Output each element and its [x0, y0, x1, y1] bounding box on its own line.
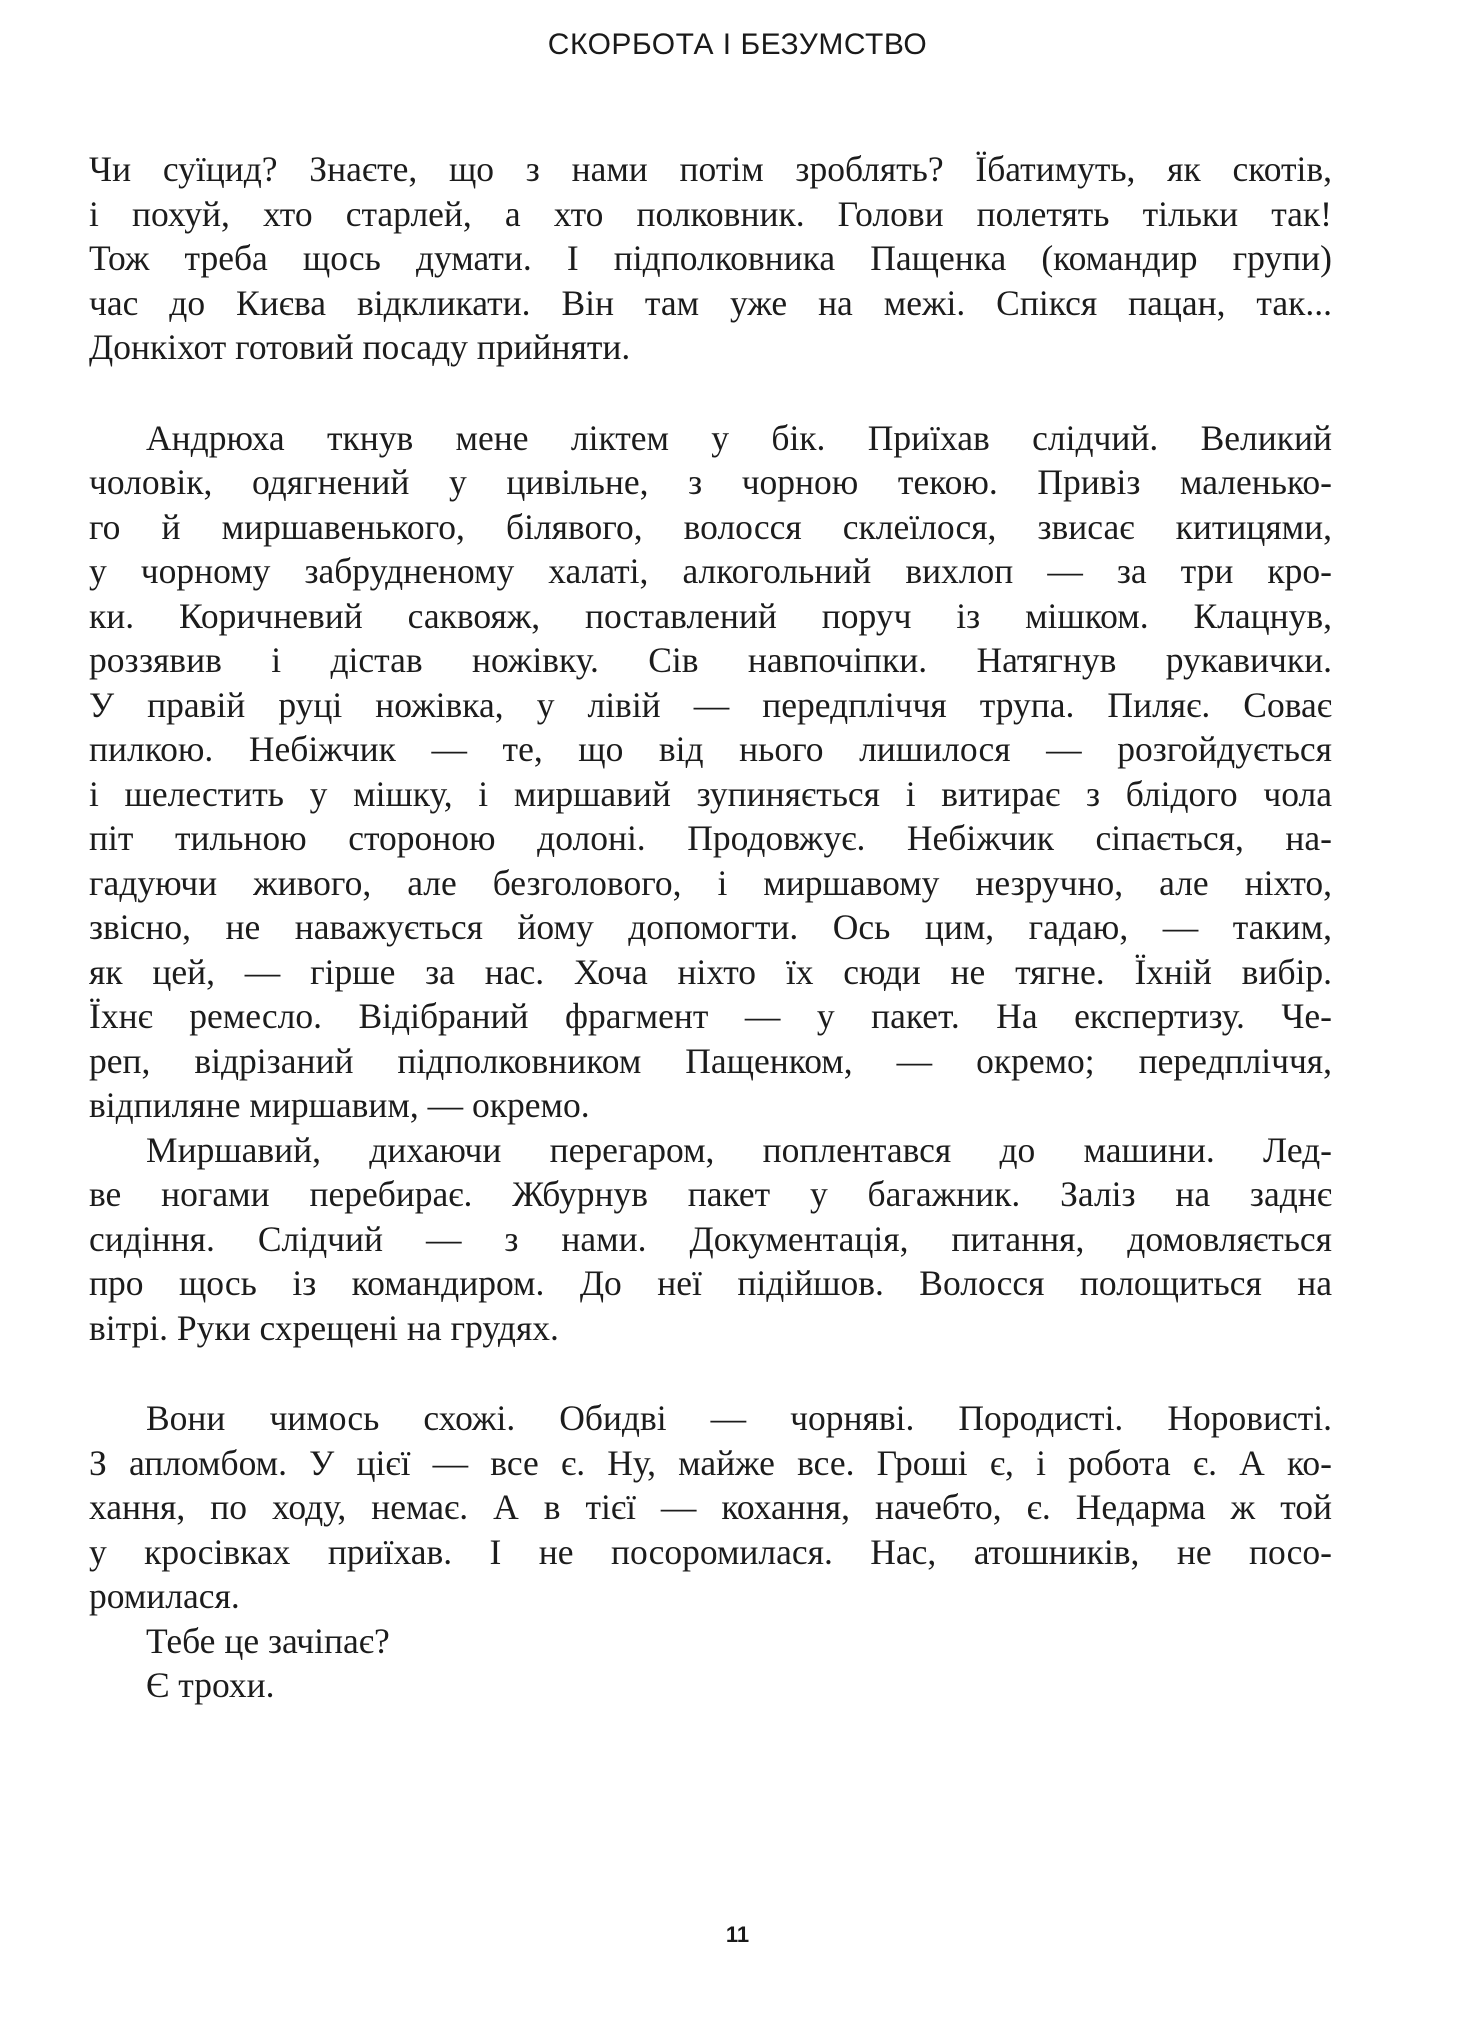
- text-line: Андрюха ткнув мене ліктем у бік. Приїхав слідчий. Великий: [146, 417, 1332, 458]
- running-head-title: СКОРБОТА І БЕЗУМСТВО: [547, 28, 928, 61]
- text-line: Миршавий, дихаючи перегаром, поплентався до машини. Лед-: [146, 1129, 1332, 1170]
- text-line: У правій руці ножівка, у лівій — передпліччя трупа. Пиляє. Соває: [89, 684, 1332, 725]
- page-number: 11: [725, 1922, 750, 1947]
- text-line: Їхнє ремесло. Відібраний фрагмент — у пакет. На експертизу. Че-: [89, 996, 1332, 1036]
- text-line: гадуючи живого, але безголового, і миршавому незручно, але ніхто,: [89, 862, 1332, 903]
- text-line: і похуй, хто старлей, а хто полковник. Голови полетять тільки так!: [89, 193, 1332, 234]
- text-line: вітрі. Руки схрещені на грудях.: [89, 1307, 559, 1348]
- paragraph-6: [89, 1663, 1332, 1708]
- text-line: ве ногами перебирає. Жбурнув пакет у багажник. Заліз на заднє: [89, 1174, 1332, 1214]
- paragraph-3: [89, 1128, 1332, 1351]
- text-line: пилкою. Небіжчик — те, що від нього лишилося — розгойдується: [89, 729, 1332, 769]
- text-line: роззявив і дістав ножівку. Сів навпочіпки. Натягнув рукавички.: [89, 640, 1332, 680]
- section-break: [89, 370, 1332, 416]
- text-line: чоловік, одягнений у цивільне, з чорною текою. Привіз маленько-: [89, 462, 1332, 502]
- text-line: реп, відрізаний підполковником Пащенком, — окремо; передпліччя,: [89, 1040, 1332, 1081]
- text-line: го й миршавенького, білявого, волосся склеїлося, звисає китицями,: [89, 506, 1332, 547]
- paragraph-2: [89, 416, 1332, 1128]
- body-text: [89, 147, 1332, 1708]
- text-line: у кросівках приїхав. І не посоромилася. Нас, атошників, не посо-: [89, 1531, 1332, 1572]
- paragraph-4: [89, 1396, 1332, 1619]
- paragraph-5: [89, 1619, 1332, 1664]
- text-line: і шелестить у мішку, і миршавий зупиняється і витирає з блідого чола: [89, 773, 1332, 814]
- text-line: З апломбом. У цієї — все є. Ну, майже все. Гроші є, і робота є. А ко-: [89, 1442, 1332, 1483]
- text-line: час до Києва відкликати. Він там уже на межі. Спікся пацан, так...: [89, 282, 1332, 323]
- text-line: як цей, — гірше за нас. Хоча ніхто їх сюди не тягне. Їхній вибір.: [89, 951, 1332, 992]
- dialogue-line: Є трохи.: [146, 1665, 275, 1705]
- text-line: про щось із командиром. До неї підійшов. Волосся полощиться на: [89, 1263, 1332, 1303]
- dialogue-line: Тебе це зачіпає?: [146, 1620, 390, 1661]
- text-line: Тож треба щось думати. І підполковника Пащенка (командир групи): [89, 238, 1332, 278]
- text-line: відпиляне миршавим, — окремо.: [89, 1085, 590, 1125]
- section-break: [89, 1350, 1332, 1396]
- text-line: Чи суїцид? Знаєте, що з нами потім зроблять? Їбатимуть, як скотів,: [89, 149, 1332, 189]
- text-line: Вони чимось схожі. Обидві — чорняві. Породисті. Норовисті.: [146, 1398, 1332, 1438]
- text-line: у чорному забрудненому халаті, алкогольний вихлоп — за три кро-: [89, 551, 1332, 591]
- text-line: хання, по ходу, немає. А в тієї — кохання, начебто, є. Недарма ж той: [89, 1487, 1332, 1527]
- text-line: сидіння. Слідчий — з нами. Документація, питання, домовляється: [89, 1218, 1332, 1259]
- text-line: ки. Коричневий саквояж, поставлений поруч із мішком. Клацнув,: [89, 595, 1332, 636]
- text-line: піт тильною стороною долоні. Продовжує. Небіжчик сіпається, на-: [89, 818, 1332, 858]
- text-line: ромилася.: [89, 1576, 240, 1616]
- text-line: Донкіхот готовий посаду прийняти.: [89, 327, 631, 367]
- paragraph-1: [89, 147, 1332, 370]
- text-line: звісно, не наважується йому допомогти. Ось цим, гадаю, — таким,: [89, 907, 1332, 947]
